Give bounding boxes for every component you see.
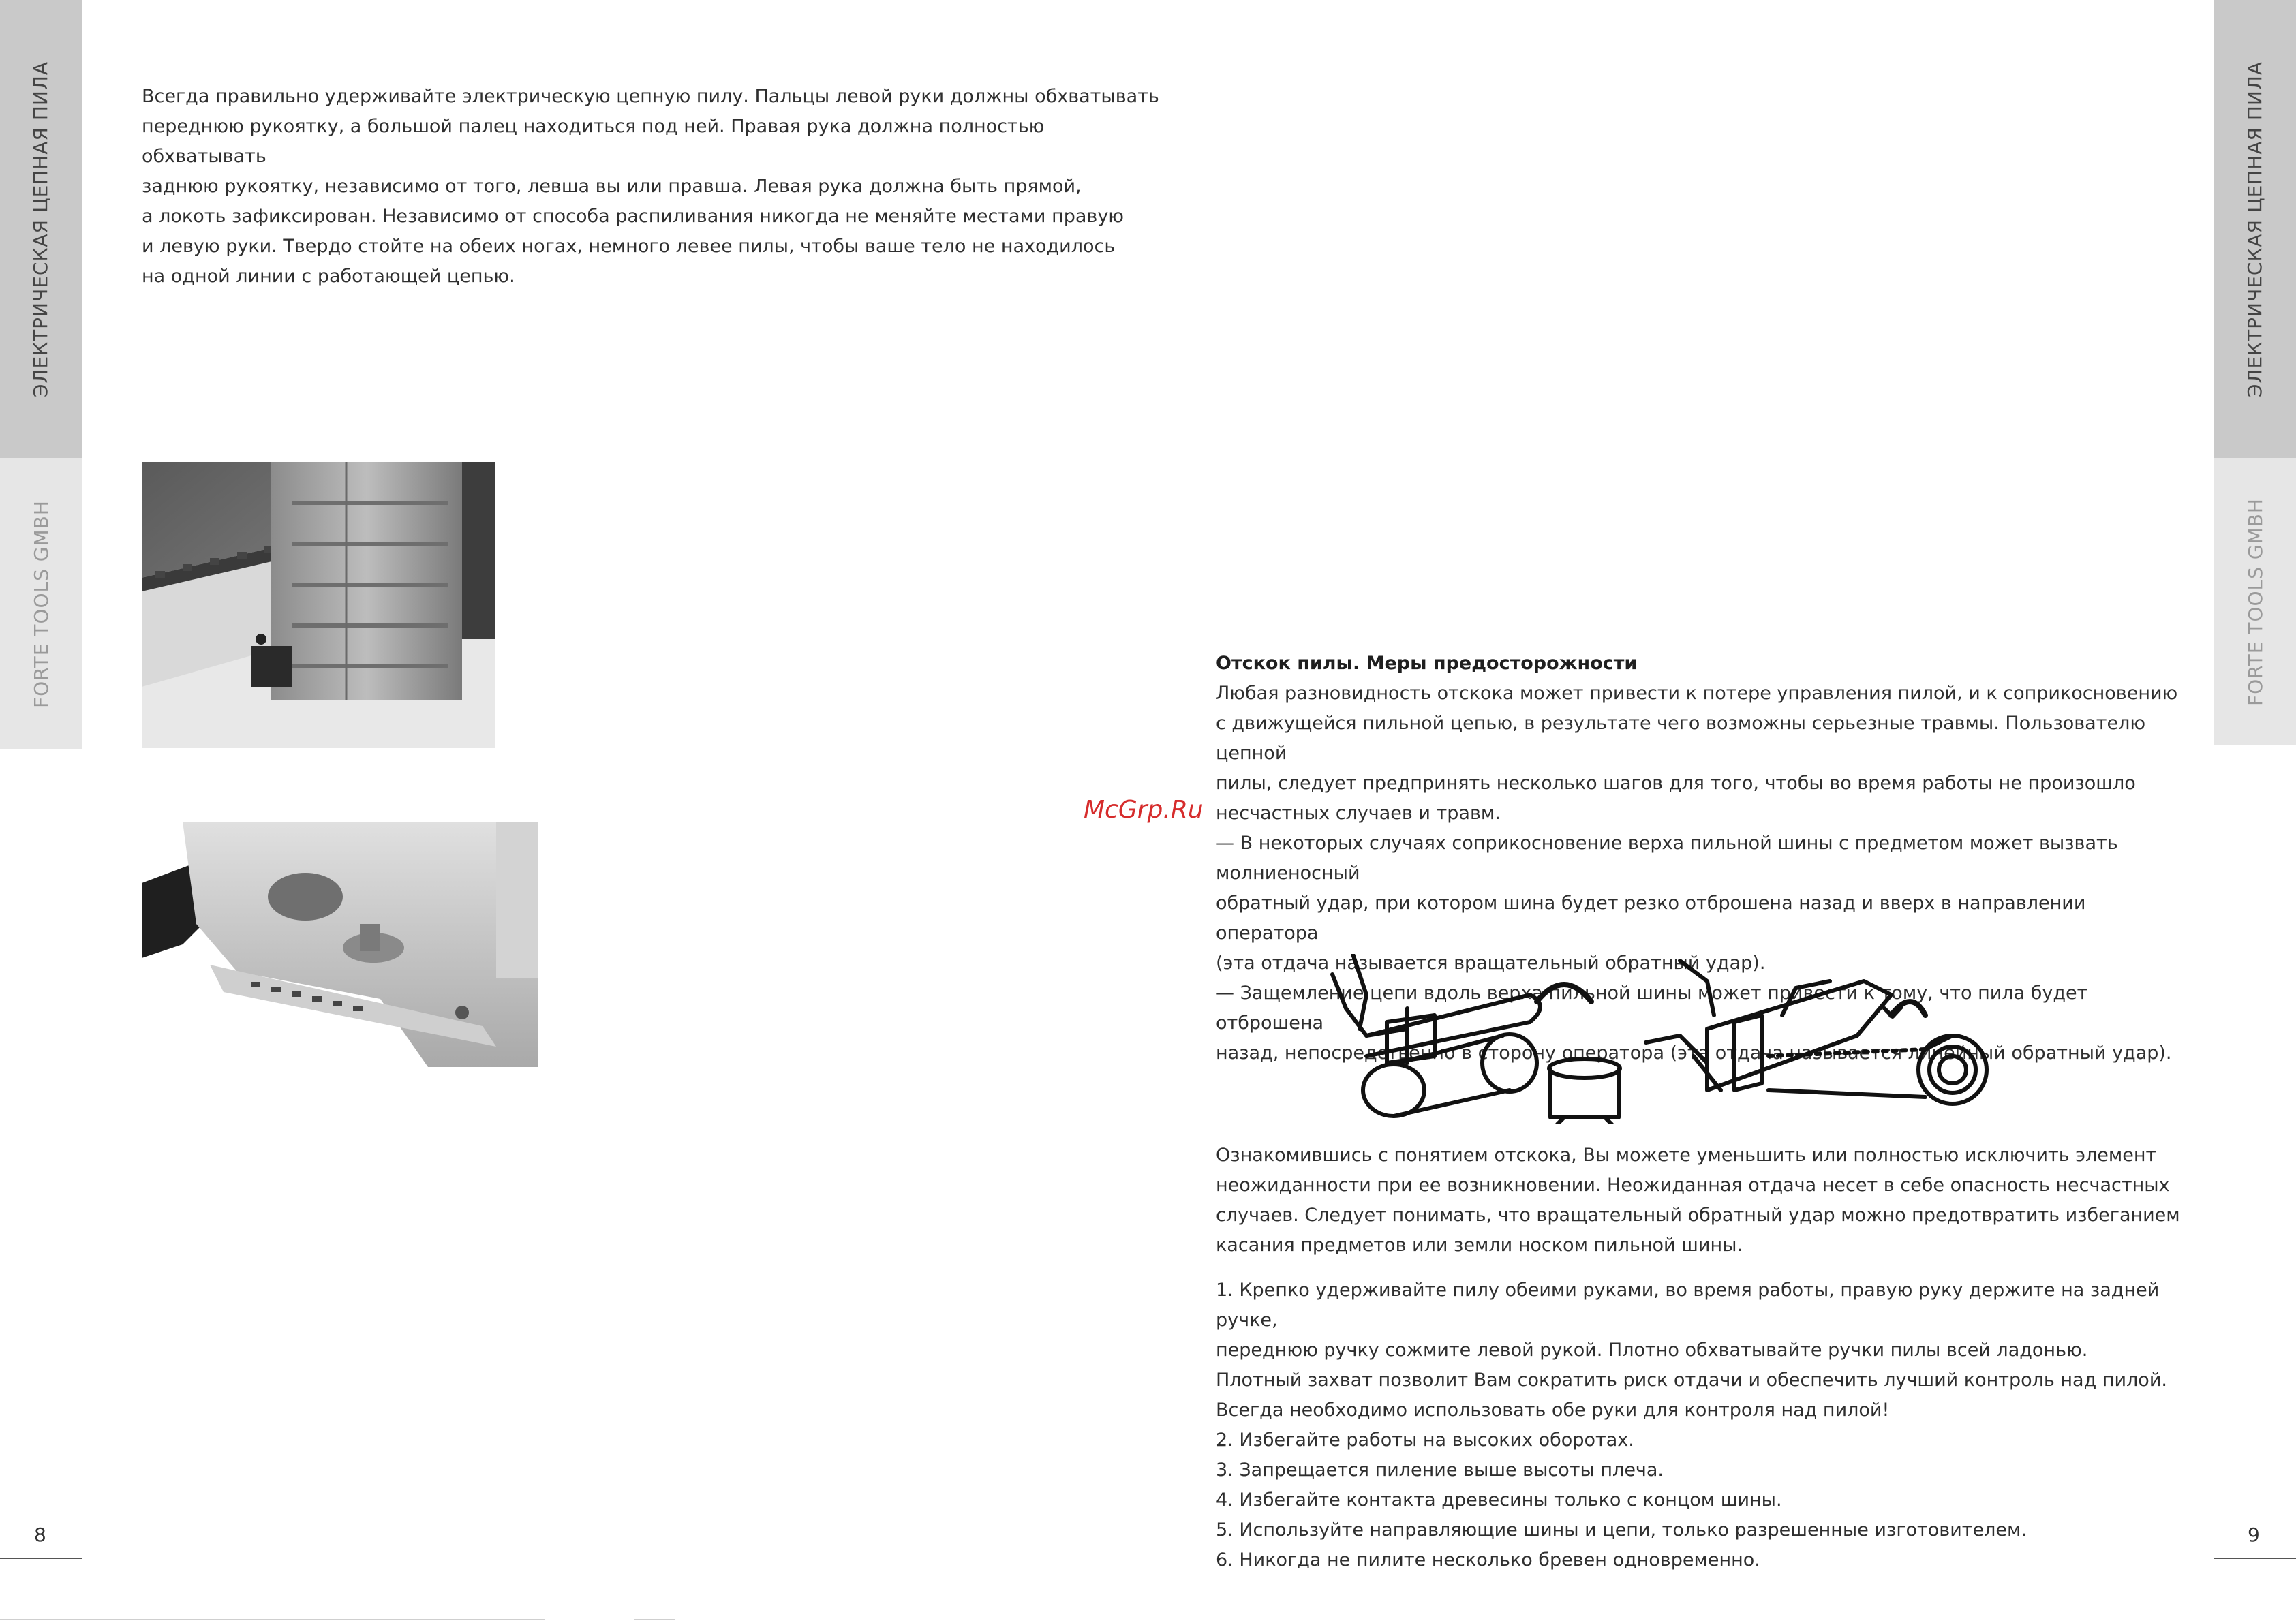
awareness-line: неожиданности при ее возникновении. Неожиданная отдача несет в себе опасность несчастных xyxy=(1216,1175,2170,1196)
kickback-line: Любая разновидность отскока может привести к потере управления пилой, и к соприкосновению xyxy=(1216,683,2178,704)
intro-line: переднюю рукоятку, а большой палец находиться под ней. Правая рука должна полностью обхватывать xyxy=(142,116,1045,167)
rules-line: Плотный захват позволит Вам сократить риск отдачи и обеспечить лучший контроль над пилой. xyxy=(1216,1370,2167,1391)
left-side-tab-company-text: FORTE TOOLS GMBH xyxy=(29,499,52,708)
rules-line: 1. Крепко удерживайте пилу обеими руками, во время работы, правую руку держите на задней ручке, xyxy=(1216,1280,2160,1331)
intro-line: заднюю рукоятку, независимо от того, левша вы или правша. Левая рука должна быть прямой, xyxy=(142,176,1082,197)
kickback-illustration xyxy=(1326,954,2000,1124)
rules-line: 2. Избегайте работы на высоких оборотах. xyxy=(1216,1429,1634,1451)
chainsaw-handle-illustration xyxy=(142,822,538,1067)
rules-line: переднюю ручку сожмите левой рукой. Плотно обхватывайте ручки пилы всей ладонью. xyxy=(1216,1340,2088,1361)
chainsaw-bar-illustration xyxy=(142,462,495,748)
bottom-rule-mid xyxy=(634,1619,675,1620)
kickback-line: (эта отдача называется вращательный обратный удар). xyxy=(1216,953,1766,974)
right-page-number: 9 xyxy=(2248,1524,2260,1546)
awareness-paragraph xyxy=(1216,1141,2184,1261)
right-side-tab-title xyxy=(2214,0,2296,458)
right-side-tab-company xyxy=(2214,458,2296,745)
kickback-line: с движущейся пильной цепью, в результате чего возможны серьезные травмы. Пользователю цепной xyxy=(1216,713,2146,764)
kickback-line: назад, непосредственно в сторону оператора (эта отдача называется линейный обратный удар). xyxy=(1216,1042,2172,1064)
left-side-tab-title xyxy=(0,0,82,458)
left-intro-paragraph xyxy=(142,82,1164,292)
kickback-line: — Защемление цепи вдоль верха пильной шины может привести к тому, что пила будет отброшена xyxy=(1216,983,2088,1034)
kickback-line: — В некоторых случаях соприкосновение верха пильной шины с предметом может вызвать молниеносный xyxy=(1216,833,2118,884)
rules-line: 3. Запрещается пиление выше высоты плеча. xyxy=(1216,1459,1664,1481)
kickback-line: обратный удар, при котором шина будет резко отброшена назад и вверх в направлении оператора xyxy=(1216,893,2086,944)
kickback-line: пилы, следует предпринять несколько шагов для того, чтобы во время работы не произошло xyxy=(1216,773,2136,794)
chainsaw-handle-photo xyxy=(142,822,538,1067)
right-side-tab-company-text: FORTE TOOLS GMBH xyxy=(2244,497,2267,706)
right-page-rule xyxy=(2214,1558,2296,1559)
left-page-number: 8 xyxy=(34,1524,46,1546)
rules-line: 4. Избегайте контакта древесины только с концом шины. xyxy=(1216,1489,1782,1511)
rules-line: 6. Никогда не пилите несколько бревен одновременно. xyxy=(1216,1549,1760,1571)
section-heading: Отскок пилы. Меры предосторожности xyxy=(1216,653,1638,674)
intro-line: Всегда правильно удерживайте электрическую цепную пилу. Пальцы левой руки должны обхватывать xyxy=(142,86,1159,107)
left-side-tab-company xyxy=(0,458,82,749)
left-page-rule xyxy=(0,1558,82,1559)
right-side-tab-title-text: ЭЛЕКТРИЧЕСКАЯ ЦЕПНАЯ ПИЛА xyxy=(2244,61,2267,397)
intro-line: и левую руки. Твердо стойте на обеих ногах, немного левее пилы, чтобы ваше тело не находилось xyxy=(142,236,1116,257)
rules-line: Всегда необходимо использовать обе руки для контроля над пилой! xyxy=(1216,1400,1890,1421)
bottom-rule-left xyxy=(0,1619,545,1620)
rules-list xyxy=(1216,1276,2197,1575)
awareness-line: касания предметов или земли носком пильной шины. xyxy=(1216,1235,1743,1256)
rules-line: 5. Используйте направляющие шины и цепи, только разрешенные изготовителем. xyxy=(1216,1519,2027,1541)
kickback-line: несчастных случаев и травм. xyxy=(1216,803,1501,824)
chainsaw-bar-photo xyxy=(142,462,495,748)
left-side-tab-title-text: ЭЛЕКТРИЧЕСКАЯ ЦЕПНАЯ ПИЛА xyxy=(29,61,52,397)
intro-line: на одной линии с работающей цепью. xyxy=(142,266,515,287)
awareness-line: случаев. Следует понимать, что вращательный обратный удар можно предотвратить избеганием xyxy=(1216,1205,2180,1226)
awareness-line: Ознакомившись с понятием отскока, Вы можете уменьшить или полностью исключить элемент xyxy=(1216,1145,2157,1166)
watermark: McGrp.Ru xyxy=(1084,796,1204,824)
intro-line: а локоть зафиксирован. Независимо от способа распиливания никогда не меняйте местами правую xyxy=(142,206,1124,227)
kickback-drawing xyxy=(1326,954,2000,1124)
